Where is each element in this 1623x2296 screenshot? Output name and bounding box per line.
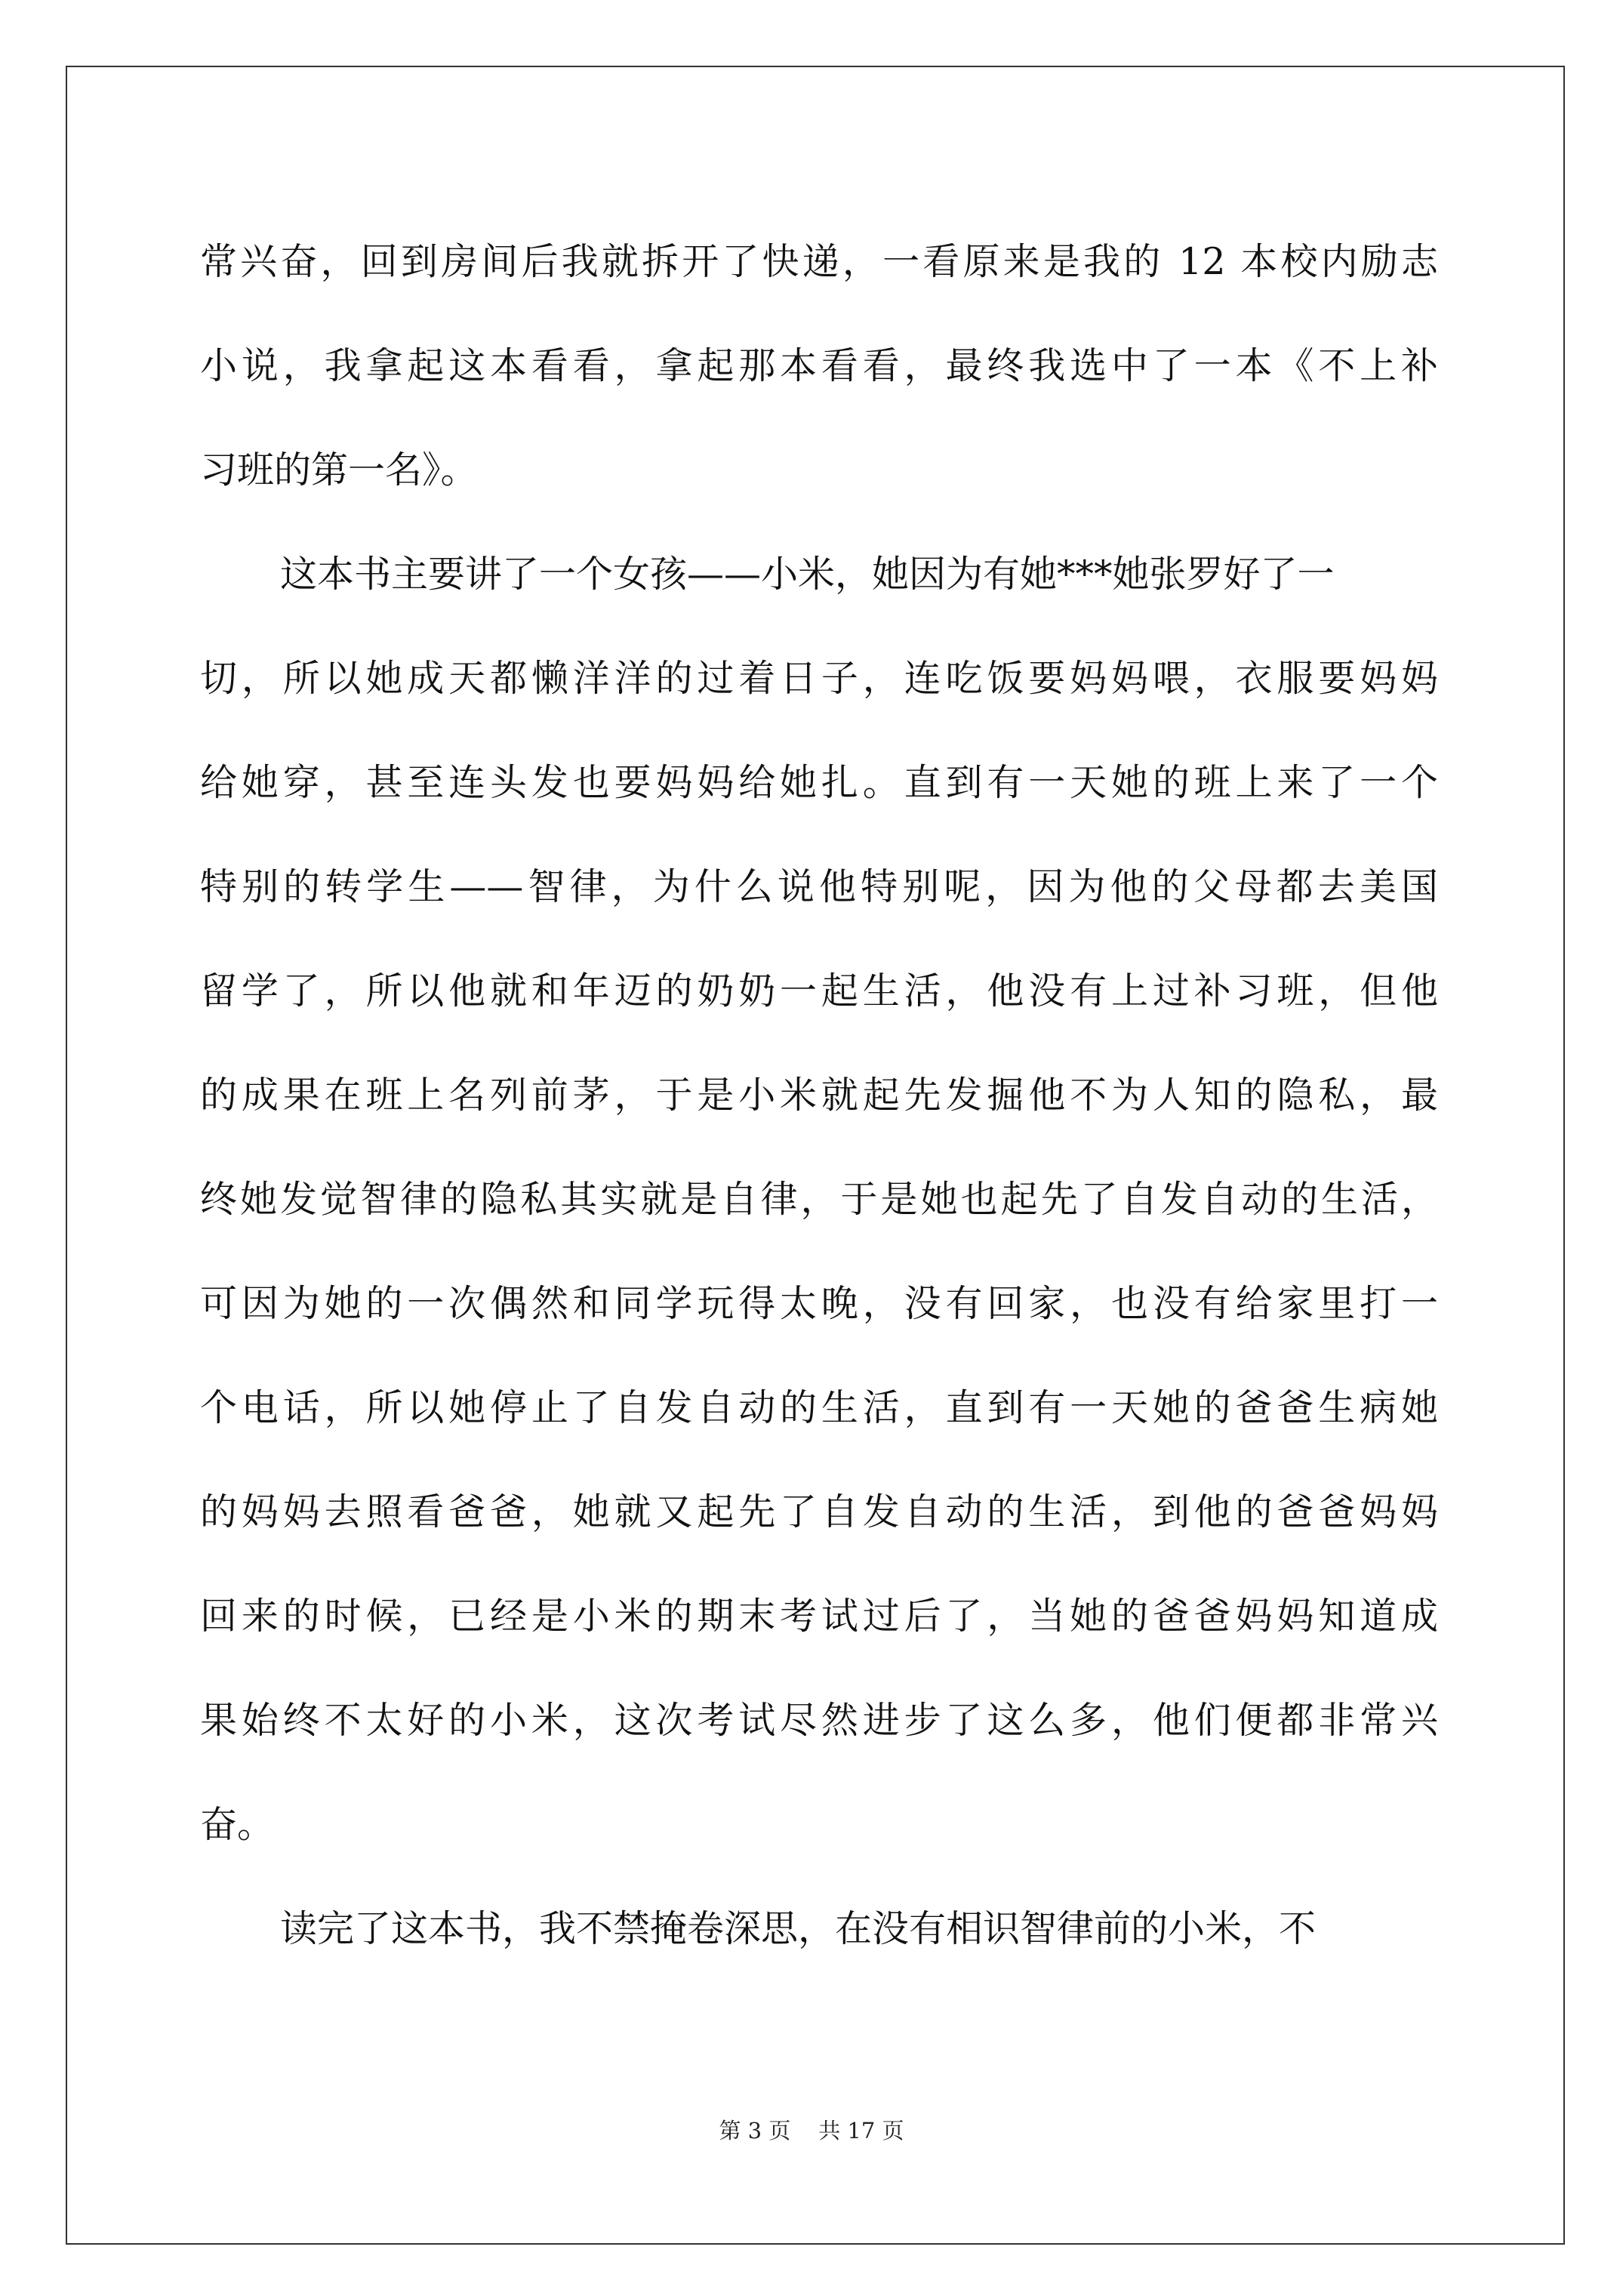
text-line: 留学了，所以他就和年迈的奶奶一起生活，他没有上过补习班，但他 — [200, 969, 1438, 1012]
text-line: 切，所以她成天都懒洋洋的过着日子，连吃饭要妈妈喂，衣服要妈妈 — [200, 657, 1438, 700]
text-line: 终她发觉智律的隐私其实就是自律，于是她也起先了自发自动的生活， — [200, 1178, 1438, 1221]
paragraph-first-line: 读完了这本书，我不禁掩卷深思，在没有相识智律前的小米，不 — [280, 1907, 1317, 1950]
text-line: 的妈妈去照看爸爸，她就又起先了自发自动的生活，到他的爸爸妈妈 — [200, 1490, 1438, 1533]
page-number-footer: 第 3 页 共 17 页 — [719, 2118, 904, 2143]
text-line: 可因为她的一次偶然和同学玩得太晚，没有回家，也没有给家里打一 — [200, 1282, 1438, 1325]
text-line: 给她穿，甚至连头发也要妈妈给她扎。直到有一天她的班上来了一个 — [200, 761, 1438, 804]
paragraph-first-line: 这本书主要讲了一个女孩——小米，她因为有她***她张罗好了一 — [280, 553, 1335, 596]
text-line: 的成果在班上名列前茅，于是小米就起先发掘他不为人知的隐私，最 — [200, 1074, 1438, 1117]
text-line: 奋。 — [200, 1803, 275, 1846]
text-line: 特别的转学生——智律，为什么说他特别呢，因为他的父母都去美国 — [200, 865, 1438, 908]
text-line: 果始终不太好的小米，这次考试尽然进步了这么多，他们便都非常兴 — [200, 1699, 1438, 1742]
text-line: 回来的时候，已经是小米的期末考试过后了，当她的爸爸妈妈知道成 — [200, 1595, 1438, 1638]
text-line: 小说，我拿起这本看看，拿起那本看看，最终我选中了一本《不上补 — [200, 344, 1438, 387]
text-line: 习班的第一名》。 — [200, 448, 478, 492]
body-text — [200, 210, 1438, 1981]
text-line: 常兴奋，回到房间后我就拆开了快递，一看原来是我的 12 本校内励志 — [200, 240, 1438, 283]
text-line: 个电话，所以她停止了自发自动的生活，直到有一天她的爸爸生病她 — [200, 1386, 1438, 1429]
